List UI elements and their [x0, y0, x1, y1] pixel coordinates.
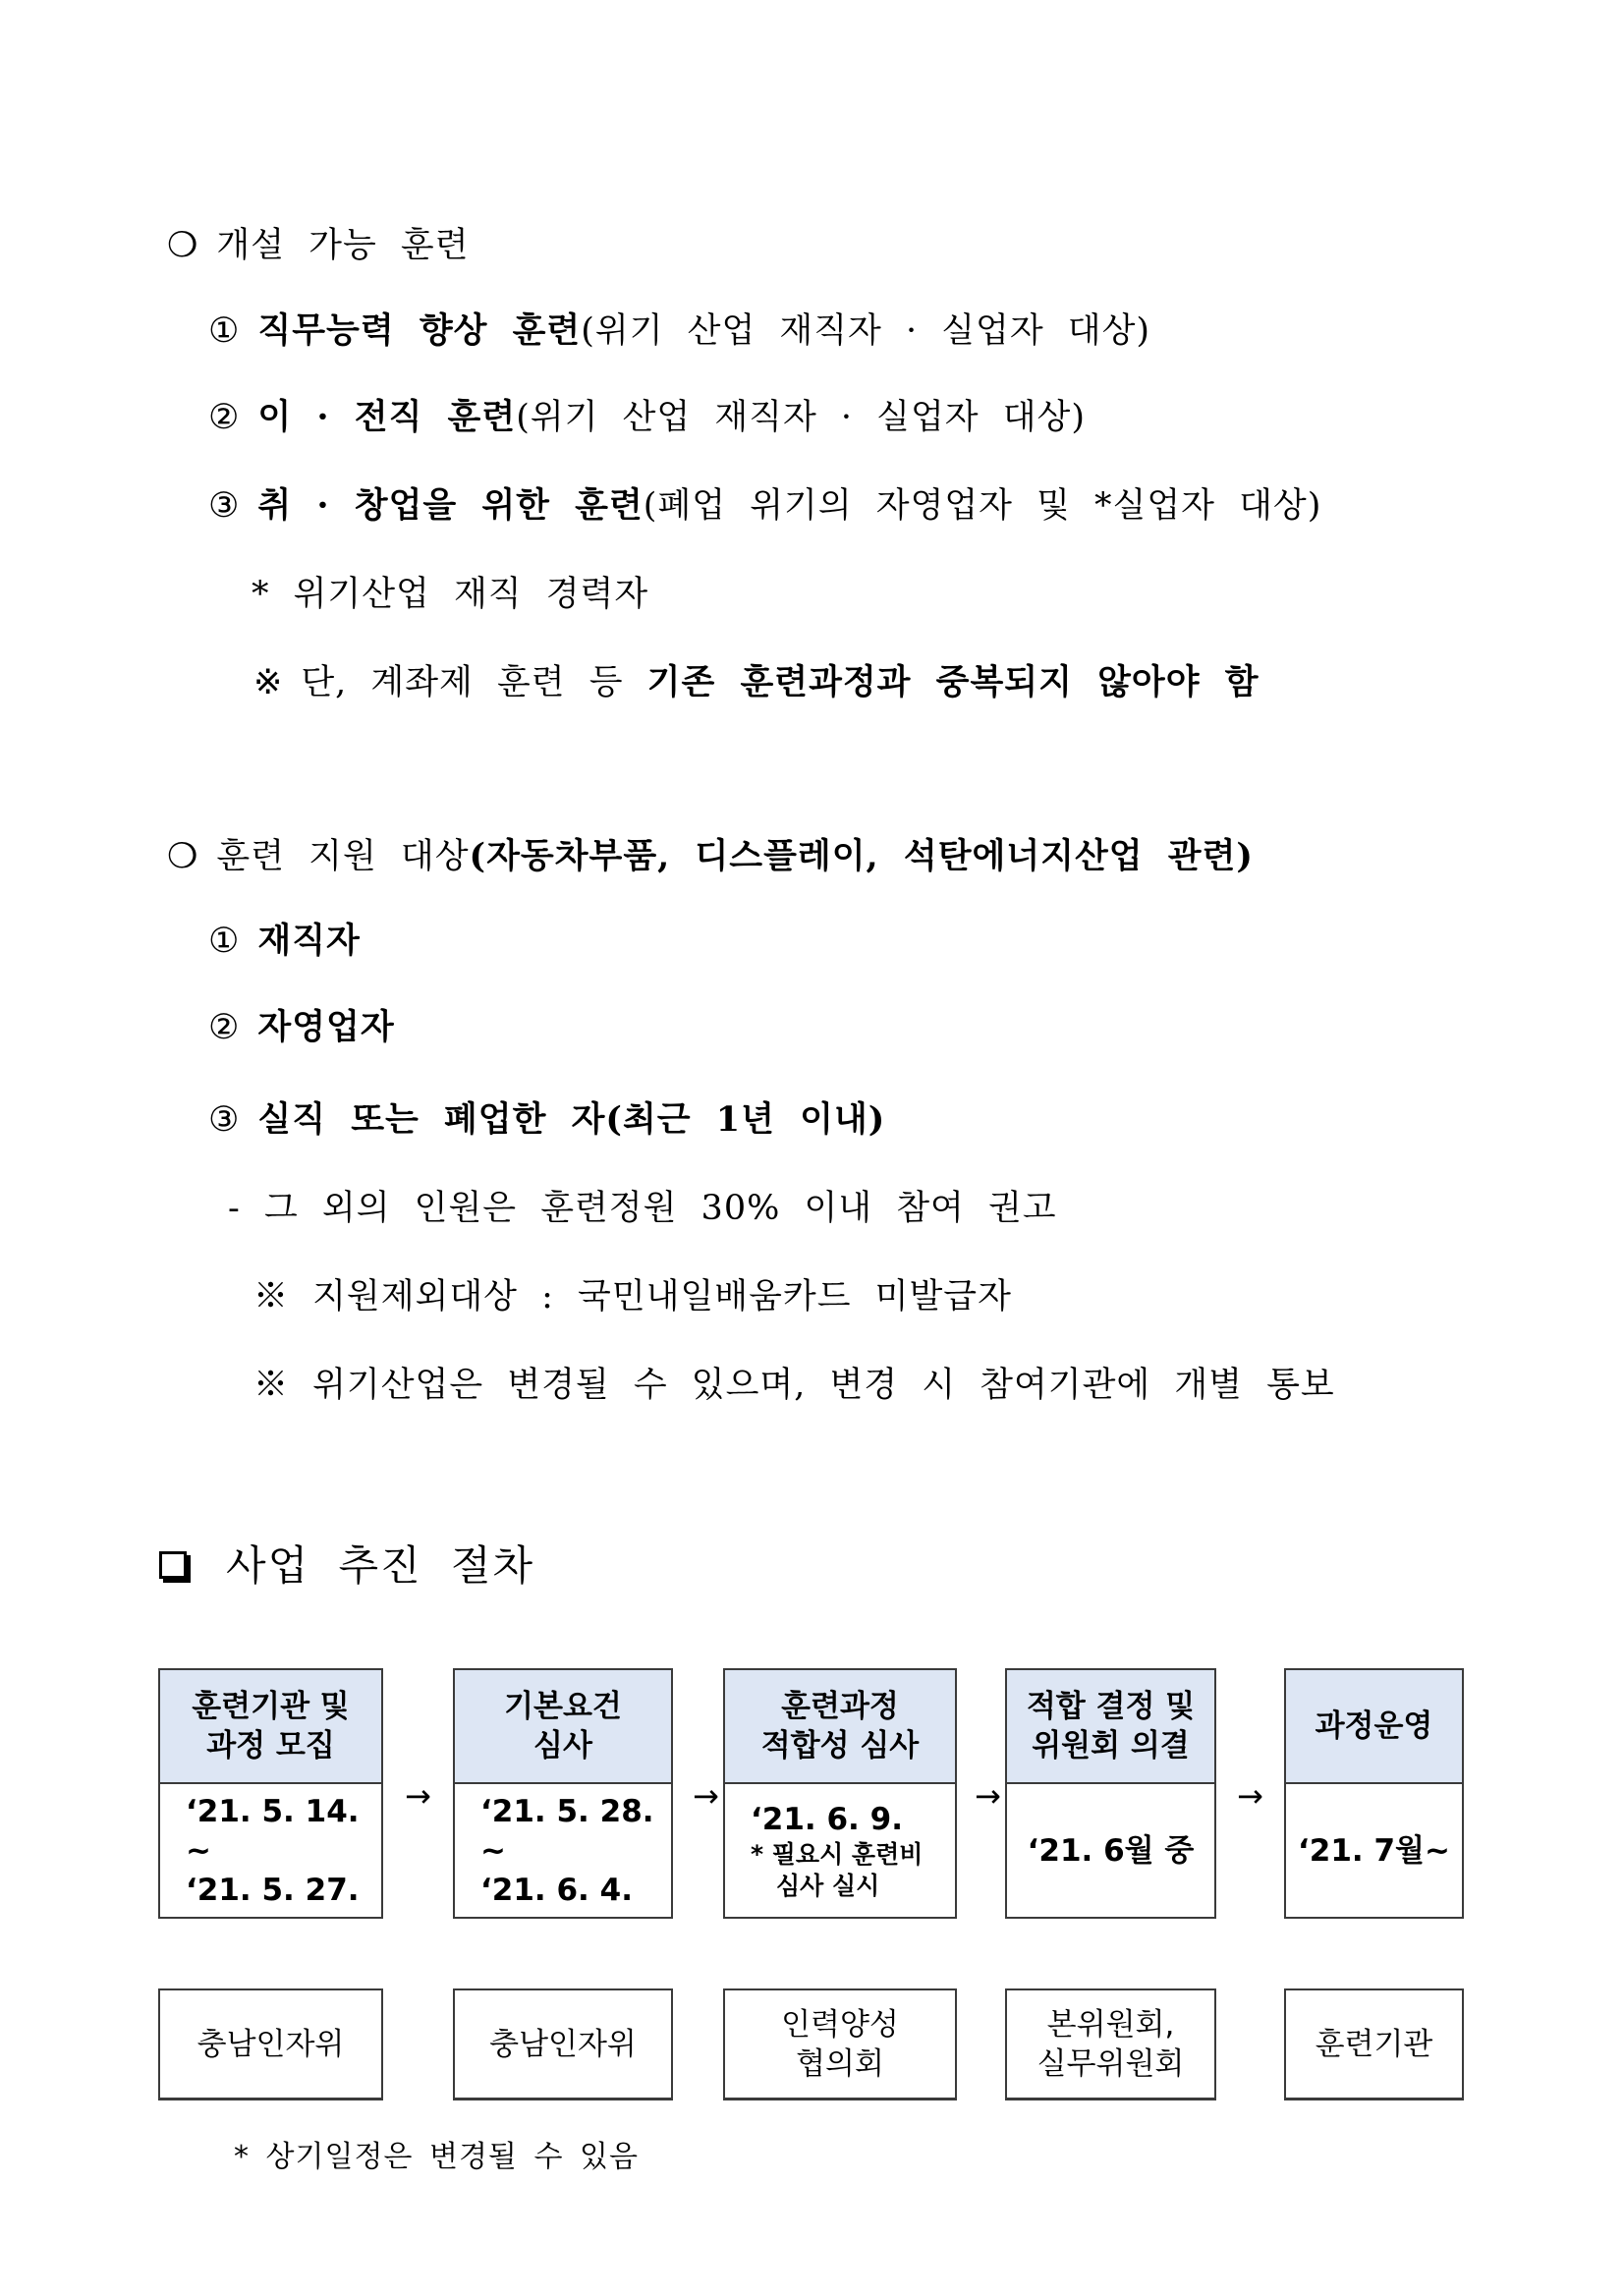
trainable-item-2: ② 이 · 전직 훈련(위기 산업 재직자 · 실업자 대상) [208, 397, 1086, 437]
flow-step-date: ‘21. 6월 중 [1027, 1832, 1195, 1869]
target-remark-2: ※ 위기산업은 변경될 수 있으며, 변경 시 참여기관에 개별 통보 [253, 1366, 1335, 1405]
right-arrow-icon: → [405, 1777, 431, 1815]
circle-bullet-icon: ❍ [167, 837, 199, 876]
flow-step-3 [723, 1668, 957, 1919]
checkbox-square-bullet-icon [159, 1551, 187, 1579]
flow-step-date: ‘21. 5. 14. ~ ‘21. 5. 27. [186, 1793, 360, 1908]
trainable-remark: ※ 단, 계좌제 훈련 등 기존 훈련과정과 중복되지 않아야 함 [253, 662, 1260, 702]
org-box-4: 본위원회, 실무위원회 [1005, 1988, 1216, 2100]
trainable-footnote: * 위기산업 재직 경력자 [252, 575, 649, 614]
flow-step-title: 과정운영 [1286, 1670, 1462, 1784]
section-heading-target: ❍ 훈련 지원 대상(자동차부품, 디스플레이, 석탄에너지산업 관련) [167, 836, 1254, 876]
flow-step-title: 훈련기관 및 과정 모집 [160, 1670, 381, 1784]
trainable-item-1: ① 직무능력 향상 훈련(위기 산업 재직자 · 실업자 대상) [208, 310, 1151, 351]
flow-step-date: ‘21. 7월~ [1298, 1832, 1450, 1869]
reference-mark-icon: ※ [253, 663, 284, 702]
target-item-3: ③ 실직 또는 폐업한 자(최근 1년 이내) [208, 1099, 886, 1140]
circled-number-3: ③ [208, 486, 241, 526]
flow-step-date: ‘21. 6. 9. * 필요시 훈련비 심사 실시 [751, 1801, 924, 1900]
org-box-2: 충남인자위 [453, 1988, 673, 2100]
flow-step-title: 적합 결정 및 위원회 의결 [1007, 1670, 1214, 1784]
flow-step-date: ‘21. 5. 28. ~ ‘21. 6. 4. [480, 1793, 654, 1908]
schedule-note: * 상기일정은 변경될 수 있음 [234, 2140, 639, 2174]
org-box-3: 인력양성 협의회 [723, 1988, 957, 2100]
org-box-1: 충남인자위 [158, 1988, 383, 2100]
circled-number-2: ② [208, 1008, 241, 1047]
section-heading-trainable: ❍ 개설 가능 훈련 [167, 226, 470, 265]
circled-number-1: ① [208, 922, 241, 961]
procedure-heading: 사업 추진 절차 [159, 1540, 534, 1592]
right-arrow-icon: → [1237, 1777, 1263, 1815]
target-item-2: ② 자영업자 [208, 1007, 395, 1047]
flow-step-2 [453, 1668, 673, 1919]
flow-step-5 [1284, 1668, 1464, 1919]
target-item-1: ① 재직자 [208, 921, 361, 961]
flow-step-title: 훈련과정 적합성 심사 [725, 1670, 955, 1784]
target-dash-note: - 그 외의 인원은 훈련정원 30% 이내 참여 권고 [228, 1189, 1057, 1228]
flow-step-title: 기본요건 심사 [455, 1670, 671, 1784]
right-arrow-icon: → [975, 1777, 1001, 1815]
circled-number-2: ② [208, 398, 241, 437]
trainable-item-3: ③ 취 · 창업을 위한 훈련(폐업 위기의 자영업자 및 *실업자 대상) [208, 485, 1322, 526]
right-arrow-icon: → [693, 1777, 719, 1815]
org-box-5: 훈련기관 [1284, 1988, 1464, 2100]
target-remark-1: ※ 지원제외대상 : 국민내일배움카드 미발급자 [253, 1277, 1012, 1316]
flow-step-1 [158, 1668, 383, 1919]
circled-number-1: ① [208, 311, 241, 351]
circle-bullet-icon: ❍ [167, 226, 199, 265]
circled-number-3: ③ [208, 1100, 241, 1140]
flow-step-4 [1005, 1668, 1216, 1919]
